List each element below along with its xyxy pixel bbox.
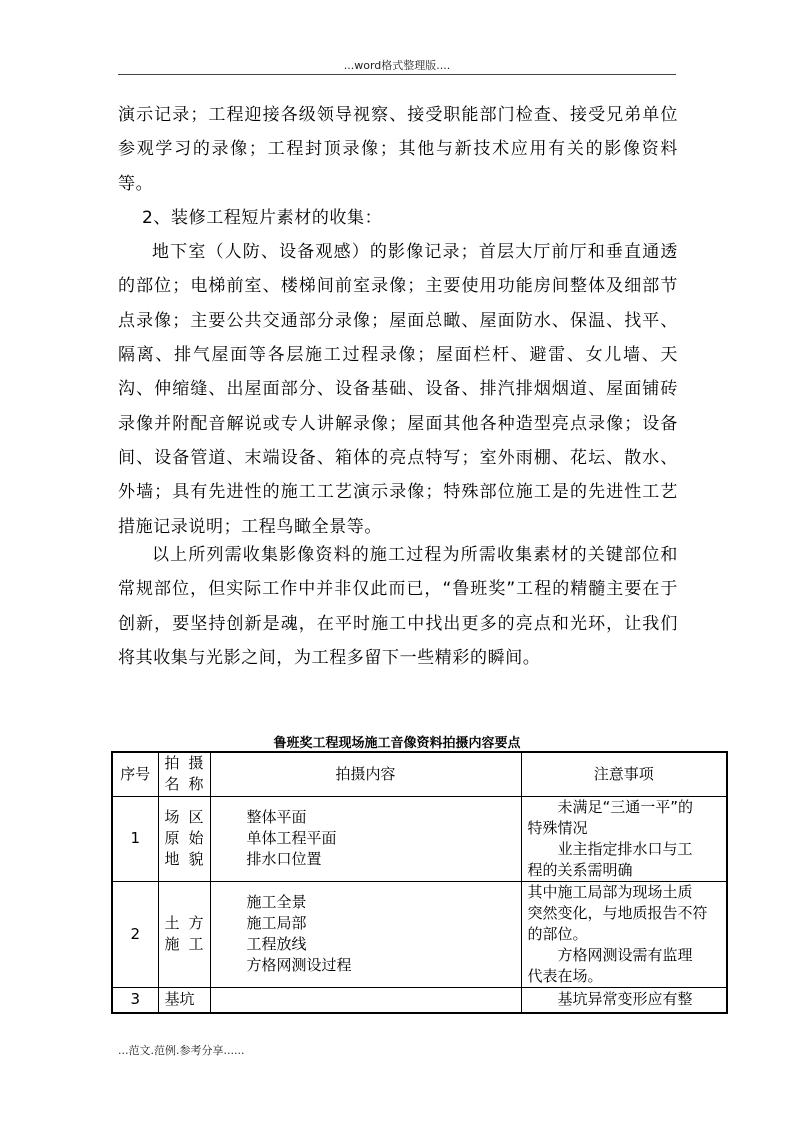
subject-line: 原始 bbox=[164, 829, 204, 847]
cell-content bbox=[210, 796, 521, 881]
header-rule bbox=[118, 74, 676, 75]
header-cell-subject bbox=[158, 752, 210, 796]
cell-notes bbox=[521, 987, 727, 1013]
note-line: 突然变化，与地质报告不符 bbox=[527, 903, 708, 922]
note-line: 代表在场。 bbox=[527, 966, 603, 985]
shooting-content-table bbox=[111, 751, 728, 1014]
content-line: 方格网测设过程 bbox=[246, 956, 352, 974]
content-line: 施工全景 bbox=[246, 893, 307, 911]
subject-line: 场区 bbox=[164, 808, 204, 826]
paragraph: 地下室（人防、设备观感）的影像记录；首层大厅前厅和垂直通透的部位；电梯前室、楼梯间前室录像；主要使用功能房间整体及细部节点录像；主要公共交通部分录像；屋面总瞰、屋面防水、保温、找平、隔离、排气屋面等各层施工过程录像；屋面栏杆、避雷、女儿墙、天沟、伸缩缝、出屋面部分、设备基础、设备、排汽排烟烟道、屋面铺砖录像并附配音解说或专人讲解录像；屋面其他各种造型亮点录像；设备间、设备管道、末端设备、箱体的亮点特写；室外雨棚、花坛、散水、外墙；具有先进性的施工工艺演示录像；特殊部位施工是的先进性工艺措施记录说明；工程鸟瞰全景等。 bbox=[118, 242, 678, 537]
note-line: 未满足“三通一平”的 bbox=[557, 797, 694, 816]
cell-no: 2 bbox=[112, 881, 158, 987]
subject-line: 地貌 bbox=[164, 850, 204, 868]
content-line: 施工局部 bbox=[246, 914, 307, 932]
cell-subject bbox=[158, 987, 210, 1013]
note-line: 方格网测设需有监理 bbox=[557, 945, 693, 964]
subject-line: 土方 bbox=[164, 914, 204, 932]
header-cell-notes: 注意事项 bbox=[521, 752, 727, 796]
note-line: 基坑异常变形应有整 bbox=[557, 990, 693, 1009]
table-body bbox=[112, 796, 727, 1013]
content-line: 工程放线 bbox=[246, 935, 307, 953]
note-line: 的部位。 bbox=[527, 924, 588, 943]
header-subject-line: 名称 bbox=[164, 775, 204, 794]
note-line: 特殊情况 bbox=[527, 818, 588, 837]
body-text-top bbox=[118, 98, 678, 544]
table-row bbox=[112, 881, 727, 987]
paragraph: 演示记录；工程迎接各级领导视察、接受职能部门检查、接受兄弟单位参观学习的录像；工程封顶录像；其他与新技术应用有关的影像资料等。 bbox=[118, 105, 678, 194]
header-cell-no: 序号 bbox=[112, 752, 158, 796]
note-line: 业主指定排水口与工 bbox=[557, 839, 693, 858]
page-header: ...word格式整理版.... bbox=[343, 59, 451, 72]
paragraph-heading: 2、装修工程短片素材的收集： bbox=[142, 207, 383, 228]
cell-notes bbox=[521, 881, 727, 987]
cell-no: 1 bbox=[112, 796, 158, 881]
table-row bbox=[112, 796, 727, 881]
table-row bbox=[112, 987, 727, 1013]
cell-no: 3 bbox=[112, 987, 158, 1013]
page-footer: ...范文.范例.参考分享...... bbox=[118, 1044, 245, 1057]
paragraph: 以上所列需收集影像资料的施工过程为所需收集素材的关键部位和常规部位，但实际工作中并非仅此而已，“鲁班奖”工程的精髓主要在于创新，要坚持创新是魂，在平时施工中找出更多的亮点和光环，让我们将其收集与光影之间，为工程多留下一些精彩的瞬间。 bbox=[118, 545, 678, 668]
cell-subject bbox=[158, 796, 210, 881]
content-line: 单体工程平面 bbox=[246, 829, 337, 847]
header-cell-content: 拍摄内容 bbox=[210, 752, 521, 796]
subject-line: 施工 bbox=[164, 935, 204, 953]
cell-subject bbox=[158, 881, 210, 987]
subject-line: 基坑 bbox=[164, 990, 195, 1009]
cell-content bbox=[210, 881, 521, 987]
note-line: 其中施工局部为现场土质 bbox=[527, 882, 693, 901]
table-caption: 鲁班奖工程现场施工音像资料拍摄内容要点 bbox=[273, 736, 521, 751]
cell-notes bbox=[521, 796, 727, 881]
body-text-bottom bbox=[118, 538, 678, 675]
header-subject-line: 拍摄 bbox=[164, 754, 204, 773]
content-line: 排水口位置 bbox=[246, 850, 322, 868]
content-line: 整体平面 bbox=[246, 808, 307, 826]
cell-content bbox=[210, 987, 521, 1013]
table-header-row bbox=[112, 752, 727, 796]
note-line: 程的关系需明确 bbox=[527, 860, 633, 879]
